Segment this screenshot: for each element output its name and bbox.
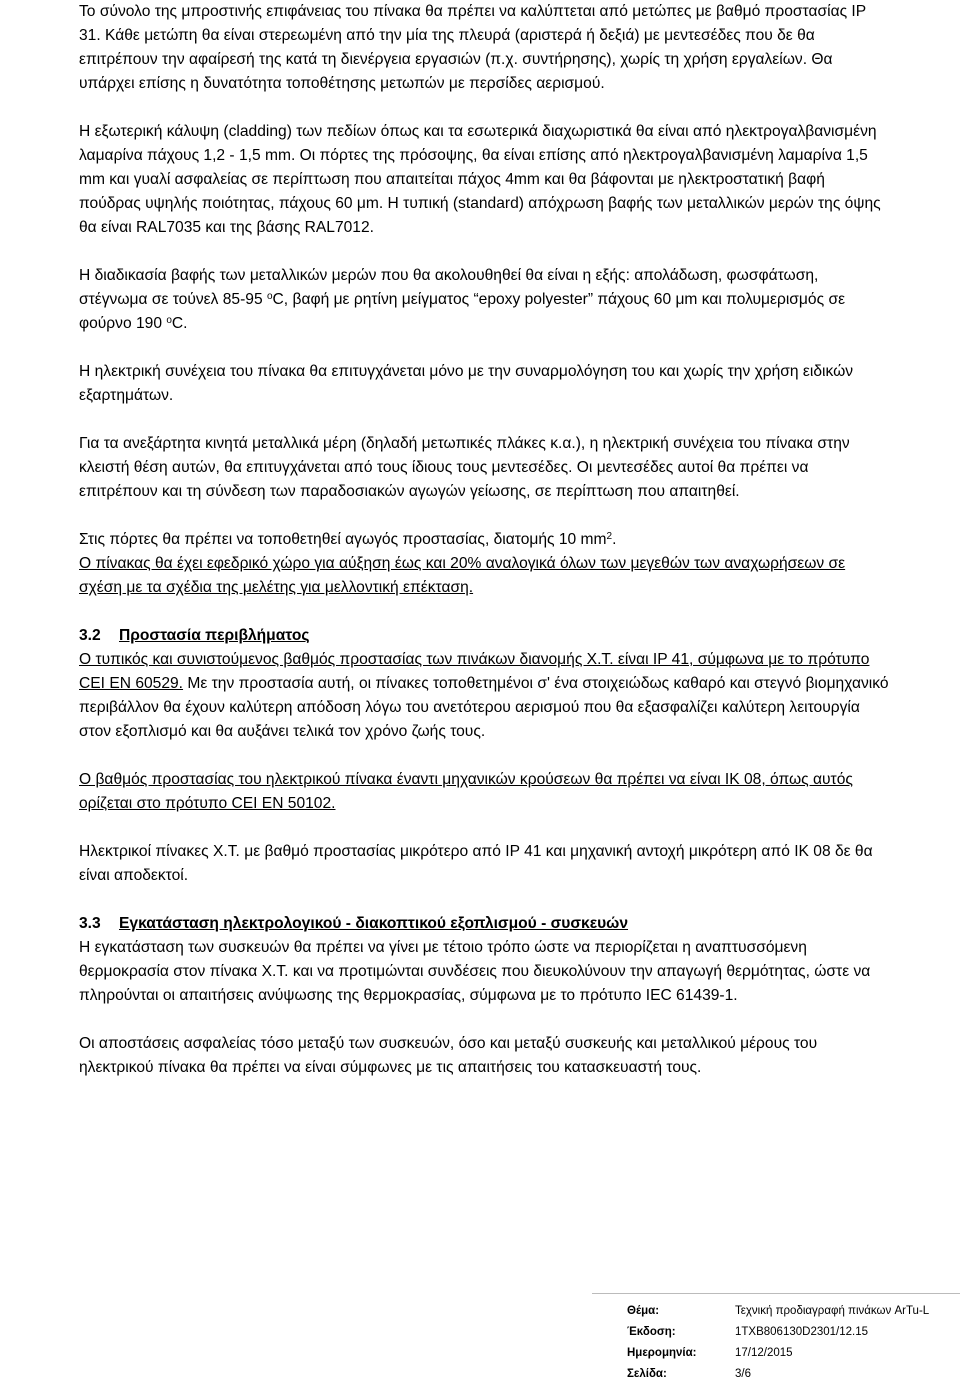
- squared-superscript: 2: [606, 531, 613, 542]
- painting-text-2: C, βαφή με ρητίνη μείγματος “epoxy polyester” πάχους 60 μm και πολυμερισμός σε φούρνο 190: [79, 291, 846, 332]
- section-title: Εγκατάσταση ηλεκτρολογικού - διακοπτικού εξοπλισμού - συσκευών: [119, 915, 629, 932]
- section-number: 3.2: [79, 627, 101, 644]
- painting-text-1: Η διαδικασία βαφής των μεταλλικών μερών που θα ακολουθηθεί θα είναι η εξής: απολάδωση, φωσφάτωση, στέγνωμα σε τούνελ 85-95: [79, 267, 819, 308]
- footer-label: Θέμα:: [627, 1304, 660, 1317]
- paragraph-moving-parts: Για τα ανεξάρτητα κινητά μεταλλικά μέρη (δηλαδή μετωπικές πλάκες κ.α.), η ηλεκτρική συνέχεια του πίνακα στην κλειστή θέση αυτών, θα επιτυγχάνεται από τους ίδιους τους μεντεσέδες. Οι μεντεσέδες αυτοί θα πρέπει να επιτρέπουν και τη σύνδεση των παραδοσιακών αγωγών γείωσης, σε περίπτωση που απαιτηθεί.: [79, 435, 850, 500]
- footer-row-page: [627, 1363, 929, 1384]
- footer-value: 1TXB806130D2301/12.15: [735, 1325, 868, 1338]
- footer-row-subject: [627, 1300, 929, 1321]
- paragraph-cladding: Η εξωτερική κάλυψη (cladding) των πεδίων όπως και τα εσωτερικά διαχωριστικά θα είναι από ηλεκτρογαλβανισμένη λαμαρίνα πάχους 1,2 - 1,5 mm. Οι πόρτες της πρόσοψης, θα είναι επίσης από ηλεκτρογαλβανισμένη λαμαρίνα 1,5 mm και γυαλί ασφαλείας σε περίπτωση που απαιτείται πάχος 4mm και θα βάφονται με ηλεκτροστατική βαφή πούδρας υψηλής ποιότητας, πάχους 60 μm. Η τυπική (standard) απόχρωση βαφής των μεταλλικών μερών της όψης θα είναι RAL7035 και της βάσης RAL7012.: [79, 123, 881, 236]
- document-body: [79, 0, 889, 1080]
- footer-row-date: [627, 1342, 929, 1363]
- door-conductor-end: .: [612, 531, 617, 548]
- paragraph-front-panels: Το σύνολο της μπροστινής επιφάνειας του πίνακα θα πρέπει να καλύπτεται από μετώπες με βαθμό προστασίας IP 31. Κάθε μετώπη θα είναι στερεωμένη από την μία της πλευρά (αριστερά ή δεξιά) με μεντεσέδες που δε θα επιτρέπουν την αφαίρεσή της κατά τη διενέργεια εργασιών (π.χ. συντήρησης), χωρίς τη χρήση εργαλείων. Θα υπάρχει επίσης η δυνατότητα τοποθέτησης μετωπών με περσίδες αερισμού.: [79, 3, 866, 92]
- paragraph-installation: Η εγκατάσταση των συσκευών θα πρέπει να γίνει με τέτοιο τρόπο ώστε να περιορίζεται η αναπτυσσόμενη θερμοκρασία στον πίνακα Χ.Τ. και να προτιμώνται συνδέσεις που διευκολύνουν την απαγωγή θερμότητας, ώστε να πληρούνται οι απαιτήσεις ανύψωσης της θερμοκρασίας, σύμφωνα με το πρότυπο IEC 61439-1.: [79, 939, 871, 1004]
- paragraph-spare-space: Ο πίνακας θα έχει εφεδρικό χώρο για αύξηση έως και 20% αναλογικά όλων των μεγεθών των αναχωρήσεων σε σχέση με τα σχέδια της μελέτης για μελλοντική επέκταση.: [79, 555, 846, 596]
- footer-value: Τεχνική προδιαγραφή πινάκων ArTu-L: [735, 1304, 930, 1317]
- door-conductor-text: Στις πόρτες θα πρέπει να τοποθετηθεί αγωγός προστασίας, διατομής 10 mm: [79, 531, 607, 548]
- protection-degree-text: Με την προστασία αυτή, οι πίνακες τοποθετημένοι σ' ένα στοιχειώδως καθαρό και στεγνό βιομηχανικό περιβάλλον θα έχουν καλύτερη απόδοση λόγω του ανετότερου αερισμού που θα εξασφαλίζει καλύτερη λειτουργία στον εξοπλισμό και θα αυξάνει τελικά τον χρόνο ζωής τους.: [79, 675, 889, 740]
- paragraph-painting-process: [79, 264, 889, 336]
- paragraph-ik-rating: Ο βαθμός προστασίας του ηλεκτρικού πίνακα έναντι μηχανικών κρούσεων θα πρέπει να είναι IK 08, όπως αυτός ορίζεται στο πρότυπο CEI EN 50102.: [79, 771, 853, 812]
- footer-divider: [592, 1293, 960, 1294]
- paragraph-door-conductor: [79, 528, 889, 552]
- footer-value: 17/12/2015: [735, 1346, 793, 1359]
- paragraph-rejection: Ηλεκτρικοί πίνακες Χ.Τ. με βαθμό προστασίας μικρότερο από IP 41 και μηχανική αντοχή μικρότερη από IK 08 δε θα είναι αποδεκτοί.: [79, 843, 873, 884]
- section-number: 3.3: [79, 915, 101, 932]
- degree-superscript: ο: [266, 291, 273, 302]
- footer-label: Σελίδα:: [627, 1367, 667, 1380]
- paragraph-safety-distances: Οι αποστάσεις ασφαλείας τόσο μεταξύ των συσκευών, όσο και μεταξύ συσκευής και μεταλλικού μέρους του ηλεκτρικού πίνακα θα πρέπει να είναι σύμφωνες με τις απαιτήσεις του κατασκευαστή τους.: [79, 1035, 818, 1076]
- painting-text-3: C.: [171, 315, 188, 332]
- document-footer: [627, 1300, 929, 1384]
- footer-value: 3/6: [735, 1367, 751, 1380]
- footer-row-edition: [627, 1321, 929, 1342]
- degree-superscript: ο: [166, 315, 172, 326]
- protection-degree-underlined: Ο τυπικός και συνιστούμενος βαθμός προστασίας των πινάκων διανομής Χ.Τ. είναι IP 41, σύμφωνα με το πρότυπο CEI EN 60529.: [79, 651, 870, 692]
- section-title: Προστασία περιβλήματος: [119, 627, 310, 644]
- paragraph-electrical-continuity: Η ηλεκτρική συνέχεια του πίνακα θα επιτυγχάνεται μόνο με την συναρμολόγηση του και χωρίς την χρήση ειδικών εξαρτημάτων.: [79, 363, 854, 404]
- paragraph-protection-degree: [79, 648, 889, 744]
- footer-label: Έκδοση:: [627, 1325, 676, 1338]
- footer-label: Ημερομηνία:: [627, 1346, 697, 1359]
- section-heading-3-3: [79, 912, 889, 936]
- section-heading-3-2: [79, 624, 889, 648]
